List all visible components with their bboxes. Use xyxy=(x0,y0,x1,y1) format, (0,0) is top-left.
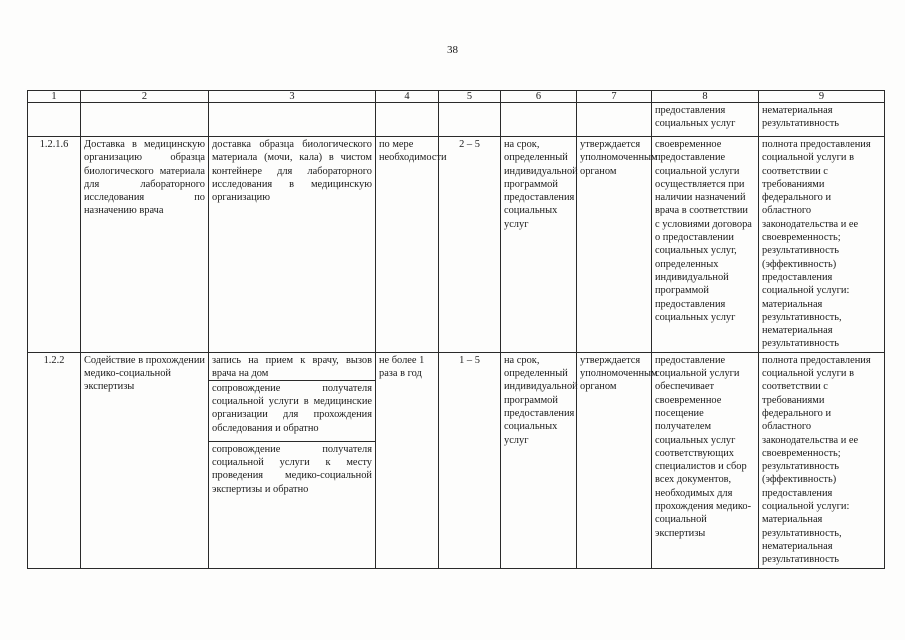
service-content-list xyxy=(209,352,376,568)
service-frequency: по мере необходимости xyxy=(376,137,439,353)
service-evaluation: полнота предоставления социальной услуги в соответствии с требованиями федерального и областного законодательства и ее своевременность; результативность (эффективность) предоставления социальной услуги: материальная результативность, нематериальная результативность xyxy=(759,137,885,353)
service-name: Доставка в медицинскую организацию образца биологического материала для лабораторного исследования по назначению врача xyxy=(81,137,209,353)
header-cell: 7 xyxy=(577,91,652,103)
service-conditions: своевременное предоставление социальной услуги осуществляется при наличии назначений врача в соответствии с условиями договора о предоставлении социальных услуг, определенных индивидуальной программой предоставления социальных услуг xyxy=(652,137,759,353)
service-content-item: запись на прием к врачу, вызов врача на дом xyxy=(209,353,375,381)
continuation-evaluation: нематериальная результативность xyxy=(759,103,885,137)
continuation-conditions: предоставления социальных услуг xyxy=(652,103,759,137)
continuation-row xyxy=(28,103,885,137)
service-number: 1.2.1.6 xyxy=(28,137,81,353)
service-term: на срок, определенный индивидуальной программой предоставления социальных услуг xyxy=(501,137,577,353)
service-approver: утверждается уполномоченным органом xyxy=(577,137,652,353)
header-cell: 5 xyxy=(439,91,501,103)
service-approver: утверждается уполномоченным органом xyxy=(580,354,658,393)
page-number: 38 xyxy=(447,44,458,56)
header-row xyxy=(28,91,885,103)
table-row xyxy=(28,352,885,568)
service-evaluation: полнота предоставления социальной услуги в соответствии с требованиями федерального и областного законодательства и ее своевременность; результативность (эффективность) предоставления социальной услуги: материальная результативность, нематериальная результативность xyxy=(762,354,871,566)
header-cell: 4 xyxy=(376,91,439,103)
header-cell: 8 xyxy=(652,91,759,103)
service-content-item: сопровождение получателя социальной услуги в медицинские организации для прохождения обследования и обратно xyxy=(209,381,375,442)
service-content: доставка образца биологического материала (мочи, кала) в чистом контейнере для лабораторного исследования в медицинскую организацию xyxy=(209,137,376,353)
service-duration: 1 – 5 xyxy=(459,354,480,366)
header-cell: 3 xyxy=(209,91,376,103)
service-duration: 2 – 5 xyxy=(439,137,501,353)
service-frequency: не более 1 раза в год xyxy=(379,354,425,380)
header-cell: 1 xyxy=(28,91,81,103)
header-cell: 2 xyxy=(81,91,209,103)
service-name: Содействие в прохождении медико-социальной экспертизы xyxy=(84,354,205,393)
header-cell: 6 xyxy=(501,91,577,103)
header-cell: 9 xyxy=(759,91,885,103)
table-row xyxy=(28,137,885,353)
services-table xyxy=(27,90,885,569)
service-number: 1.2.2 xyxy=(43,354,65,366)
service-content-item: сопровождение получателя социальной услуги к месту проведения медико-социальной экспертизы и обратно xyxy=(212,443,372,495)
service-conditions: предоставление социальной услуги обеспечивает своевременное посещение получателем социальных услуг соответствующих специалистов и сбор всех документов, необходимых для прохождения медико-социальной экспертизы xyxy=(655,354,752,539)
service-term: на срок, определенный индивидуальной программой предоставления социальных услуг xyxy=(504,354,578,446)
